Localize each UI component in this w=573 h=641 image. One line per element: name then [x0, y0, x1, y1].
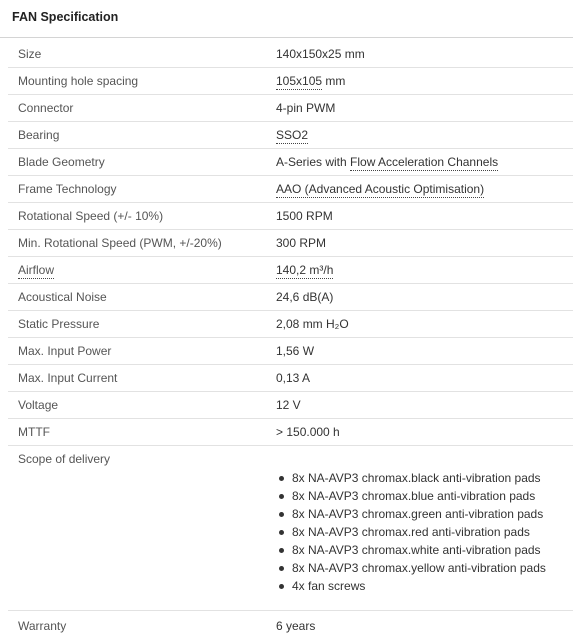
- list-item: [276, 559, 546, 577]
- spec-value: [276, 155, 498, 169]
- spec-label: Min. Rotational Speed (PWM, +/-20%): [18, 236, 222, 250]
- airflow-link[interactable]: Airflow: [18, 263, 55, 277]
- bullet-icon: [279, 530, 284, 535]
- blade-prefix: A-Series with: [276, 155, 351, 169]
- scope-list: [276, 469, 546, 595]
- spec-row-size: [8, 41, 573, 68]
- spec-label: Connector: [18, 101, 74, 115]
- list-item-text: 8x NA-AVP3 chromax.yellow anti-vibration pads: [292, 561, 546, 575]
- spec-value: 24,6 dB(A): [276, 290, 334, 304]
- spec-value: [276, 182, 484, 196]
- bullet-icon: [279, 512, 284, 517]
- spec-value: > 150.000 h: [276, 425, 340, 439]
- airflow-value[interactable]: 140,2 m³/h: [276, 263, 334, 277]
- section-header: [0, 0, 573, 38]
- spec-value: 2,08 mm H₂O: [276, 317, 349, 331]
- spec-label: Bearing: [18, 128, 60, 142]
- list-item: [276, 487, 546, 505]
- spec-label: Acoustical Noise: [18, 290, 107, 304]
- spec-row-rotational-speed: [8, 203, 573, 230]
- spec-value: [276, 263, 333, 277]
- spec-row-airflow: [8, 257, 573, 284]
- spec-value: 12 V: [276, 398, 301, 412]
- mounting-spacing-unit: mm: [322, 74, 346, 88]
- spec-label: Scope of delivery: [18, 452, 111, 466]
- spec-value: 6 years: [276, 619, 316, 633]
- spec-row-input-power: [8, 338, 573, 365]
- spec-label: MTTF: [18, 425, 50, 439]
- bearing-link[interactable]: SSO2: [276, 128, 309, 142]
- spec-label: Frame Technology: [18, 182, 117, 196]
- list-item-text: 8x NA-AVP3 chromax.red anti-vibration pads: [292, 525, 530, 539]
- spec-label: Mounting hole spacing: [18, 74, 139, 88]
- list-item-text: 8x NA-AVP3 chromax.green anti-vibration pads: [292, 507, 544, 521]
- mounting-spacing-link[interactable]: 105x105: [276, 74, 323, 88]
- spec-row-warranty: [8, 611, 573, 641]
- list-item: [276, 541, 546, 559]
- spec-row-mounting: [8, 68, 573, 95]
- spec-row-input-current: [8, 365, 573, 392]
- spec-value: 140x150x25 mm: [276, 47, 365, 61]
- spec-label: Size: [18, 47, 42, 61]
- spec-row-frame: [8, 176, 573, 203]
- spec-label: Max. Input Current: [18, 371, 118, 385]
- spec-label: Static Pressure: [18, 317, 100, 331]
- spec-row-acoustical-noise: [8, 284, 573, 311]
- list-item-text: 8x NA-AVP3 chromax.black anti-vibration pads: [292, 471, 541, 485]
- spec-row-mttf: [8, 419, 573, 446]
- list-item-text: 8x NA-AVP3 chromax.blue anti-vibration pads: [292, 489, 536, 503]
- list-item: [276, 523, 546, 541]
- bullet-icon: [279, 584, 284, 589]
- spec-row-min-rotational-speed: [8, 230, 573, 257]
- spec-value: 1500 RPM: [276, 209, 333, 223]
- aao-link[interactable]: AAO (Advanced Acoustic Optimisation): [276, 182, 485, 196]
- spec-row-bearing: [8, 122, 573, 149]
- list-item: [276, 469, 546, 487]
- spec-row-connector: [8, 95, 573, 122]
- list-item: [276, 505, 546, 523]
- section-title: FAN Specification: [12, 10, 119, 24]
- bullet-icon: [279, 494, 284, 499]
- spec-value: 1,56 W: [276, 344, 315, 358]
- list-item-text: 4x fan screws: [292, 579, 366, 593]
- spec-label: Rotational Speed (+/- 10%): [18, 209, 164, 223]
- spec-label: Max. Input Power: [18, 344, 112, 358]
- spec-row-static-pressure: [8, 311, 573, 338]
- spec-value: 0,13 A: [276, 371, 311, 385]
- spec-row-scope-of-delivery: [8, 446, 573, 611]
- spec-label: Blade Geometry: [18, 155, 105, 169]
- spec-row-voltage: [8, 392, 573, 419]
- bullet-icon: [279, 476, 284, 481]
- bullet-icon: [279, 566, 284, 571]
- list-item-text: 8x NA-AVP3 chromax.white anti-vibration pads: [292, 543, 541, 557]
- spec-row-blade: [8, 149, 573, 176]
- spec-label: Voltage: [18, 398, 59, 412]
- spec-label: Warranty: [18, 619, 67, 633]
- bullet-icon: [279, 548, 284, 553]
- spec-value: [276, 128, 308, 142]
- list-item: [276, 577, 546, 595]
- spec-table: [8, 41, 573, 641]
- flow-channels-link[interactable]: Flow Acceleration Channels: [350, 155, 499, 169]
- spec-value: 300 RPM: [276, 236, 327, 250]
- spec-value: [276, 74, 345, 88]
- spec-value: 4-pin PWM: [276, 101, 336, 115]
